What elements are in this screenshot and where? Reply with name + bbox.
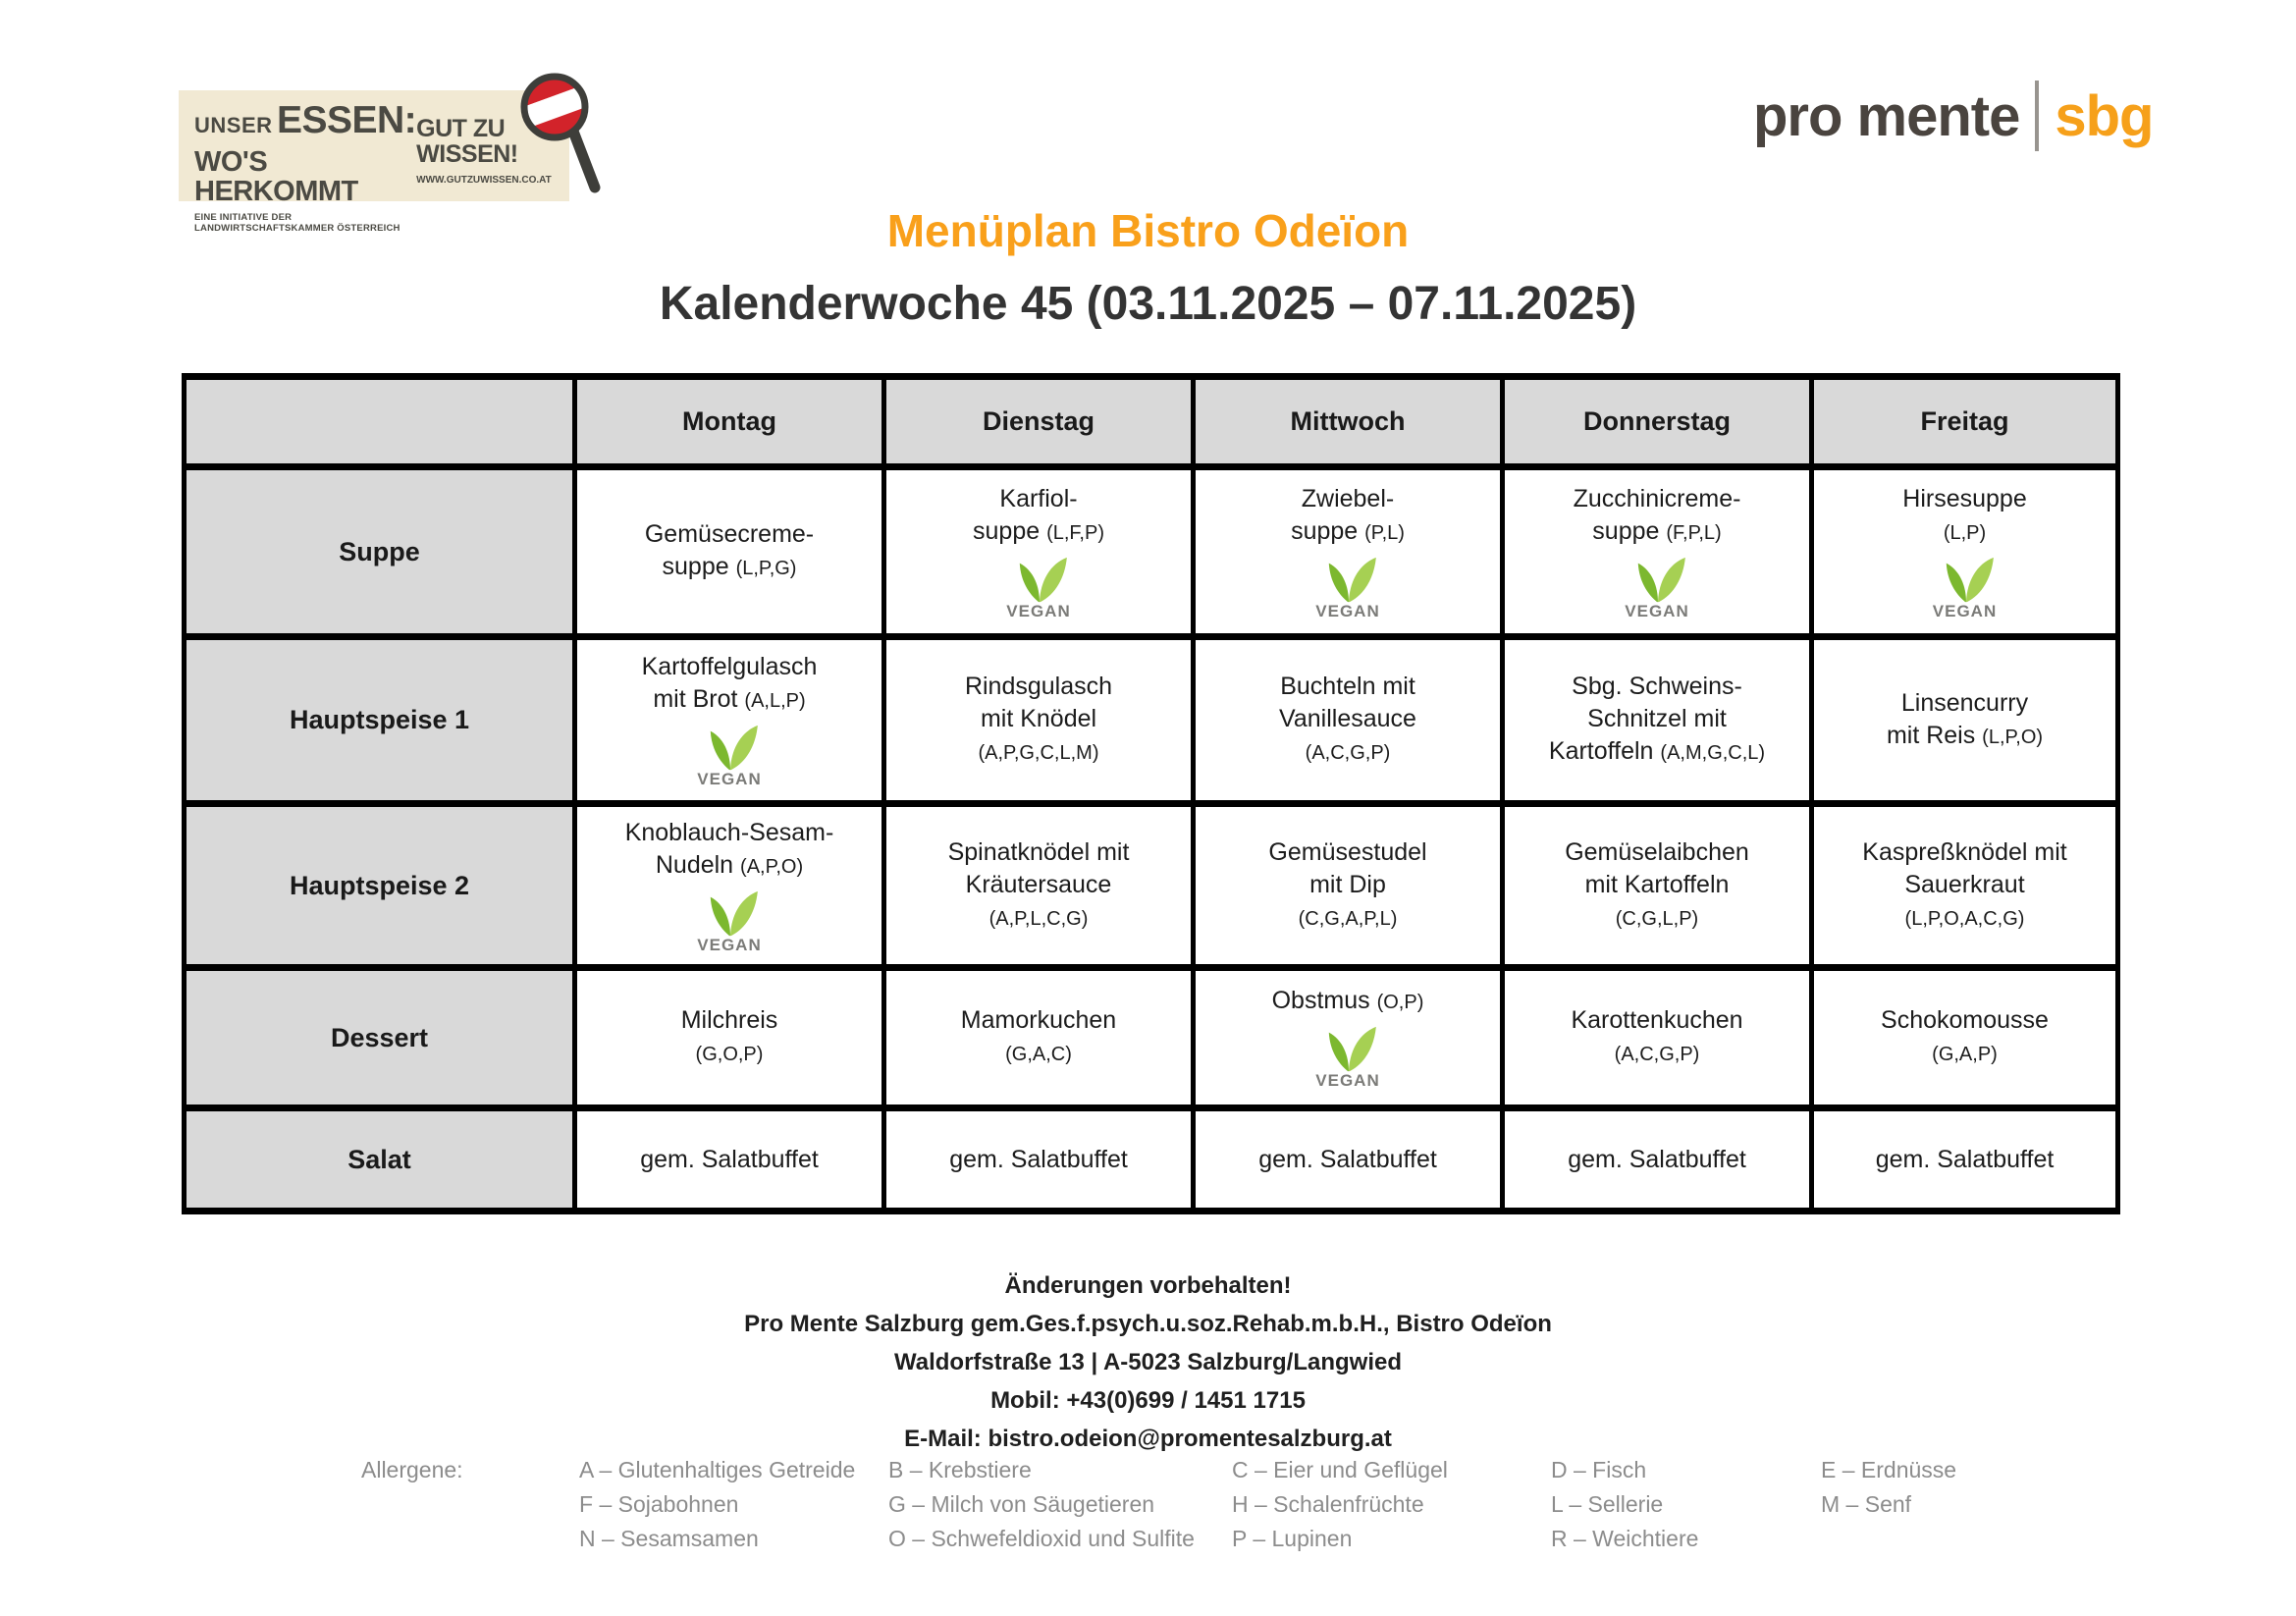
dish-line bbox=[1822, 1037, 2108, 1071]
legend-column bbox=[1232, 1453, 1551, 1556]
page-subtitle: Kalenderwoche 45 (03.11.2025 – 07.11.2025) bbox=[659, 278, 1637, 330]
legend-item: R – Weichtiere bbox=[1551, 1526, 1699, 1551]
menu-table-body bbox=[185, 467, 2118, 1212]
footer-info bbox=[0, 1266, 2296, 1458]
dish-line bbox=[1203, 735, 1492, 770]
dish-line bbox=[894, 735, 1183, 770]
page-title: Menüplan Bistro Odeïon bbox=[886, 205, 1410, 256]
menu-cell bbox=[884, 467, 1194, 637]
day-header: Montag bbox=[575, 377, 884, 467]
vegan-label: VEGAN bbox=[697, 935, 762, 954]
menu-cell bbox=[1503, 804, 1812, 968]
allergen-codes: (L,P,O,A,C,G) bbox=[1904, 907, 2025, 930]
allergen-codes: (L,P,O) bbox=[1982, 726, 2044, 748]
dish-line: Linsencurry bbox=[1900, 688, 2029, 717]
gzw-line1 bbox=[194, 99, 417, 147]
menu-cell bbox=[884, 804, 1194, 968]
menu-cell bbox=[575, 1108, 884, 1212]
dish-line: gem. Salatbuffet bbox=[640, 1145, 819, 1173]
menu-cell bbox=[1194, 637, 1503, 804]
dish-line bbox=[1203, 901, 1492, 936]
footer-company: Pro Mente Salzburg gem.Ges.f.psych.u.soz.Rehab.m.b.H., Bistro Odeïon bbox=[744, 1311, 1552, 1337]
menu-cell bbox=[1812, 637, 2118, 804]
day-header-row bbox=[185, 377, 2118, 467]
dish-line: Nudeln (A,P,O) bbox=[655, 850, 804, 879]
menu-cell bbox=[884, 637, 1194, 804]
dish-line: Gemüsestudel bbox=[1268, 837, 1427, 866]
allergen-codes: (C,G,L,P) bbox=[1615, 907, 1699, 930]
vegan-badge bbox=[1203, 1024, 1492, 1091]
gut-zu-wissen-logo bbox=[179, 74, 601, 234]
menu-row bbox=[185, 467, 2118, 637]
dish-line: suppe (L,F,P) bbox=[973, 516, 1104, 545]
pro-mente-divider bbox=[2035, 81, 2039, 151]
category-header: Suppe bbox=[185, 467, 575, 637]
gzw-word-unser: UNSER bbox=[194, 113, 273, 137]
menu-cell bbox=[1812, 804, 2118, 968]
vegan-leaf-icon bbox=[699, 889, 760, 938]
day-header: Freitag bbox=[1812, 377, 2118, 467]
footer-note: Änderungen vorbehalten! bbox=[1004, 1272, 1292, 1299]
legend-item: P – Lupinen bbox=[1232, 1526, 1353, 1551]
allergen-columns bbox=[579, 1453, 2061, 1556]
pro-mente-logo bbox=[1753, 81, 2154, 151]
dish-line: Kartoffelgulasch bbox=[641, 653, 818, 680]
menu-cell bbox=[1812, 1108, 2118, 1212]
vegan-label: VEGAN bbox=[1315, 1071, 1380, 1090]
dish-line: Sauerkraut bbox=[1904, 870, 2025, 898]
day-header: Mittwoch bbox=[1194, 377, 1503, 467]
menu-row bbox=[185, 637, 2118, 804]
footer-email: E-Mail: bistro.odeion@promentesalzburg.at bbox=[904, 1426, 1392, 1452]
vegan-badge bbox=[585, 889, 874, 955]
dish-line: Zucchinicreme- bbox=[1573, 484, 1741, 512]
legend-item: L – Sellerie bbox=[1551, 1491, 1664, 1517]
dish-line: gem. Salatbuffet bbox=[949, 1145, 1128, 1173]
menu-cell bbox=[1194, 1108, 1503, 1212]
menu-cell bbox=[1503, 968, 1812, 1108]
menu-row bbox=[185, 1108, 2118, 1212]
vegan-leaf-icon bbox=[1008, 555, 1069, 604]
dish-line: Schnitzel mit bbox=[1587, 705, 1727, 732]
allergen-codes: (A,P,G,C,L,M) bbox=[978, 742, 1099, 764]
allergen-codes: (A,M,G,C,L) bbox=[1660, 742, 1766, 764]
dish-line bbox=[894, 901, 1183, 936]
dish-line: gem. Salatbuffet bbox=[1568, 1145, 1746, 1173]
corner-cell bbox=[185, 377, 575, 467]
menu-table bbox=[182, 373, 2120, 1214]
dish-line: Obstmus (O,P) bbox=[1271, 987, 1424, 1014]
legend-item: H – Schalenfrüchte bbox=[1232, 1491, 1424, 1517]
menu-cell bbox=[575, 467, 884, 637]
menu-cell bbox=[575, 968, 884, 1108]
vegan-leaf-icon bbox=[1317, 555, 1378, 604]
allergen-codes: (P,L) bbox=[1364, 521, 1405, 544]
vegan-label: VEGAN bbox=[697, 770, 762, 788]
dish-line: Rindsgulasch bbox=[964, 673, 1113, 700]
legend-item: O – Schwefeldioxid und Sulfite bbox=[888, 1526, 1195, 1551]
dish-line: Mamorkuchen bbox=[960, 1006, 1117, 1034]
allergen-codes: (A,P,O) bbox=[740, 855, 804, 878]
vegan-badge bbox=[1822, 555, 2108, 621]
dish-line: Schokomousse bbox=[1881, 1006, 2049, 1034]
dish-line: gem. Salatbuffet bbox=[1258, 1145, 1437, 1173]
allergen-legend bbox=[361, 1453, 2061, 1556]
legend-item: M – Senf bbox=[1821, 1491, 1912, 1517]
dish-line: Buchteln mit bbox=[1280, 673, 1415, 700]
dish-line: Kartoffeln (A,M,G,C,L) bbox=[1548, 737, 1766, 765]
vegan-label: VEGAN bbox=[1932, 601, 1998, 620]
allergen-codes: (A,C,G,P) bbox=[1614, 1044, 1700, 1065]
legend-item: A – Glutenhaltiges Getreide bbox=[579, 1457, 856, 1482]
gzw-right-line1: GUT ZU bbox=[416, 115, 506, 142]
menu-cell bbox=[1194, 467, 1503, 637]
allergen-codes: (L,F,P) bbox=[1046, 521, 1104, 544]
allergen-codes: (A,C,G,P) bbox=[1305, 742, 1391, 764]
dish-line: Gemüsecreme- bbox=[644, 520, 815, 548]
dish-line: Hirsesuppe bbox=[1902, 484, 2027, 512]
legend-item: C – Eier und Geflügel bbox=[1232, 1457, 1448, 1482]
category-header: Hauptspeise 1 bbox=[185, 637, 575, 804]
vegan-badge bbox=[894, 555, 1183, 621]
footer-address: Waldorfstraße 13 | A-5023 Salzburg/Langwied bbox=[893, 1349, 1403, 1375]
legend-item: E – Erdnüsse bbox=[1821, 1457, 1957, 1482]
menu-cell bbox=[1812, 968, 2118, 1108]
legend-column bbox=[579, 1453, 888, 1556]
day-header: Dienstag bbox=[884, 377, 1194, 467]
vegan-label: VEGAN bbox=[1006, 601, 1071, 620]
category-header: Salat bbox=[185, 1108, 575, 1212]
vegan-label: VEGAN bbox=[1315, 601, 1380, 620]
dish-line: mit Knödel bbox=[980, 705, 1097, 732]
dish-line bbox=[894, 1037, 1183, 1071]
allergen-codes: (G,A,C) bbox=[1005, 1044, 1072, 1065]
dish-line: Kaspreßknödel mit bbox=[1862, 837, 2067, 866]
legend-column bbox=[888, 1453, 1232, 1556]
dish-line: Spinatknödel mit bbox=[947, 837, 1130, 866]
menu-cell bbox=[1503, 1108, 1812, 1212]
allergen-codes: (A,L,P) bbox=[744, 690, 806, 712]
vegan-leaf-icon bbox=[1935, 555, 1996, 604]
gzw-left-text bbox=[194, 99, 417, 234]
pro-mente-region: sbg bbox=[2055, 83, 2154, 148]
dish-line bbox=[585, 1037, 874, 1071]
menu-cell bbox=[1503, 637, 1812, 804]
dish-line: Karottenkuchen bbox=[1571, 1006, 1743, 1034]
menu-row bbox=[185, 968, 2118, 1108]
footer-mobile: Mobil: +43(0)699 / 1451 1715 bbox=[990, 1387, 1306, 1414]
menu-table-head bbox=[185, 377, 2118, 467]
menu-cell bbox=[575, 637, 884, 804]
legend-column bbox=[1821, 1453, 2061, 1556]
gzw-line2: WO'S HERKOMMT bbox=[194, 146, 358, 207]
category-header: Hauptspeise 2 bbox=[185, 804, 575, 968]
gzw-url: WWW.GUTZUWISSEN.CO.AT bbox=[416, 175, 552, 186]
day-header: Donnerstag bbox=[1503, 377, 1812, 467]
menu-cell bbox=[884, 968, 1194, 1108]
dish-line: Sbg. Schweins- bbox=[1572, 673, 1742, 700]
menu-row bbox=[185, 804, 2118, 968]
menu-cell bbox=[1194, 968, 1503, 1108]
dish-line: suppe (F,P,L) bbox=[1592, 516, 1722, 545]
vegan-badge bbox=[1203, 555, 1492, 621]
category-header: Dessert bbox=[185, 968, 575, 1108]
dish-line: Kräutersauce bbox=[965, 870, 1112, 898]
allergen-codes: (C,G,A,P,L) bbox=[1298, 907, 1398, 930]
allergen-codes: (O,P) bbox=[1376, 992, 1424, 1013]
vegan-badge bbox=[1513, 555, 1801, 621]
dish-line: gem. Salatbuffet bbox=[1875, 1145, 2055, 1173]
allergen-codes: (L,P,G) bbox=[735, 558, 797, 579]
vegan-badge bbox=[585, 723, 874, 789]
legend-item: D – Fisch bbox=[1551, 1457, 1647, 1482]
allergen-codes: (A,P,L,C,G) bbox=[988, 907, 1089, 930]
dish-line: mit Reis (L,P,O) bbox=[1886, 721, 2044, 749]
dish-line: mit Kartoffeln bbox=[1584, 870, 1730, 898]
gzw-tagline: EINE INITIATIVE DER LANDWIRTSCHAFTSKAMMER ÖSTERREICH bbox=[194, 212, 400, 234]
dish-line bbox=[1822, 515, 2108, 550]
menu-cell bbox=[1194, 804, 1503, 968]
gzw-word-essen: ESSEN: bbox=[276, 99, 417, 141]
allergen-codes: (G,O,P) bbox=[695, 1044, 764, 1065]
pro-mente-wordmark: pro mente bbox=[1753, 83, 2020, 148]
vegan-leaf-icon bbox=[1317, 1024, 1378, 1073]
dish-line: suppe (L,P,G) bbox=[662, 553, 797, 580]
allergen-codes: (F,P,L) bbox=[1666, 521, 1722, 544]
dish-line: Gemüselaibchen bbox=[1565, 837, 1749, 866]
dish-line: Knoblauch-Sesam- bbox=[624, 818, 834, 846]
dish-line: Karfiol- bbox=[999, 484, 1078, 512]
legend-item: G – Milch von Säugetieren bbox=[888, 1491, 1155, 1517]
legend-column bbox=[1551, 1453, 1821, 1556]
dish-line: mit Brot (A,L,P) bbox=[653, 685, 806, 713]
dish-line bbox=[1513, 1037, 1801, 1071]
legend-item: F – Sojabohnen bbox=[579, 1491, 739, 1517]
legend-item: B – Krebstiere bbox=[888, 1457, 1032, 1482]
dish-line bbox=[1513, 901, 1801, 936]
menu-cell bbox=[884, 1108, 1194, 1212]
allergen-codes: (L,P) bbox=[1943, 521, 1987, 544]
vegan-leaf-icon bbox=[1627, 555, 1687, 604]
dish-line bbox=[1822, 901, 2108, 936]
vegan-label: VEGAN bbox=[1625, 601, 1689, 620]
gzw-right-line2: WISSEN! bbox=[416, 140, 518, 168]
dish-line: Zwiebel- bbox=[1301, 484, 1395, 512]
magnifier-flag-icon bbox=[510, 66, 604, 203]
dish-line: mit Dip bbox=[1309, 870, 1386, 898]
menu-cell bbox=[1503, 467, 1812, 637]
dish-line: suppe (P,L) bbox=[1291, 516, 1405, 545]
vegan-leaf-icon bbox=[699, 723, 760, 772]
dish-line: Vanillesauce bbox=[1279, 705, 1416, 732]
legend-item: N – Sesamsamen bbox=[579, 1526, 759, 1551]
menu-cell bbox=[1812, 467, 2118, 637]
allergen-codes: (G,A,P) bbox=[1932, 1044, 1998, 1065]
menu-cell bbox=[575, 804, 884, 968]
dish-line: Milchreis bbox=[680, 1006, 778, 1034]
allergen-legend-label: Allergene: bbox=[361, 1457, 463, 1482]
